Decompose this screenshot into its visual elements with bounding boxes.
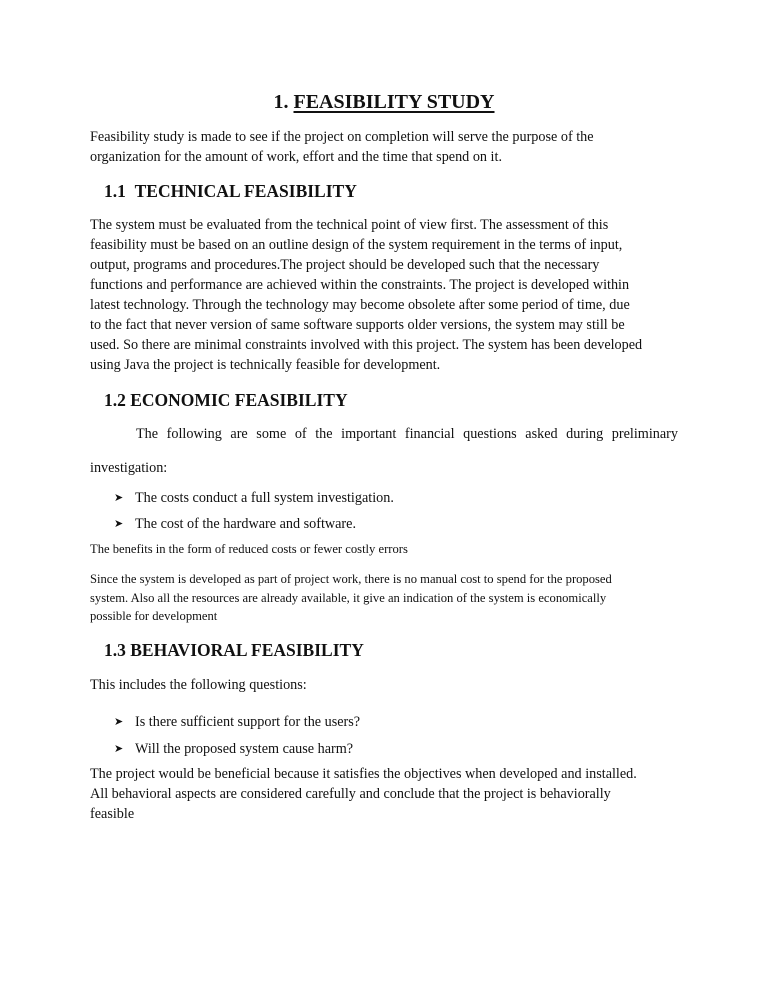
bullet-text: The cost of the hardware and software. [135,516,356,532]
behavioral-closing-paragraph [90,764,680,824]
bullet-text: Will the proposed system cause harm? [135,741,354,757]
bullet-text: Is there sufficient support for the users? [135,714,361,730]
intro-line: Feasibility study is made to see if the project on completion will serve the purpose of the [90,129,594,145]
technical-line: output, programs and procedures.The project should be developed such that the necessary [90,257,600,273]
arrowhead-bullet-icon: ➤ [114,517,124,530]
arrowhead-bullet-icon: ➤ [114,742,124,755]
technical-paragraph [90,215,680,375]
arrowhead-bullet-icon: ➤ [114,715,124,728]
economic-bullet-item [114,488,394,509]
technical-line: functions and performance are achieved within the constraints. The project is developed within [90,277,630,293]
title-number: 1. [273,91,294,113]
behavioral-bullet-item [114,712,360,733]
behavioral-intro: This includes the following questions: [90,677,307,693]
section-number: 1.1 [104,181,126,201]
section-heading-technical [104,180,357,202]
technical-line: latest technology. Through the technology may become obsolete after some period of time, due [90,297,630,313]
economic-closing-paragraph [90,570,680,626]
economic-closing-line: system. Also all the resources are already available, it give an indication of the system is economically [90,590,607,605]
economic-closing-line: Since the system is developed as part of project work, there is no manual cost to spend for the proposed [90,572,612,586]
bullet-text: The costs conduct a full system investigation. [135,490,394,506]
technical-line: The system must be evaluated from the technical point of view first. The assessment of this [90,217,609,233]
behavioral-closing-line: All behavioral aspects are considered carefully and conclude that the project is behaviorally [90,786,611,802]
economic-intro: The following are some of the important financial questions asked during preliminary investigation: [90,426,678,476]
technical-line: feasibility must be based on an outline design of the system requirement in the terms of input, [90,237,623,253]
technical-line: to the fact that never version of same software supports older versions, the system may still be [90,317,625,333]
page-title [0,89,768,115]
technical-line: used. So there are minimal constraints involved with this project. The system has been developed [90,337,643,353]
technical-line: using Java the project is technically feasible for development. [90,357,441,373]
section-heading-economic: 1.2 ECONOMIC FEASIBILITY [104,390,348,410]
section-title: TECHNICAL FEASIBILITY [134,181,357,201]
intro-paragraph [90,127,680,167]
title-text: FEASIBILITY STUDY [293,91,495,113]
behavioral-bullet-item [114,739,353,760]
benefits-line: The benefits in the form of reduced costs or fewer costly errors [90,542,408,556]
economic-bullet-item [114,514,356,535]
intro-line: organization for the amount of work, effort and the time that spend on it. [90,149,502,165]
section-heading-behavioral: 1.3 BEHAVIORAL FEASIBILITY [104,640,364,660]
economic-closing-line: possible for development [90,609,218,623]
arrowhead-bullet-icon: ➤ [114,491,124,504]
behavioral-closing-line: The project would be beneficial because it satisfies the objectives when developed and installed. [90,766,637,782]
behavioral-closing-line: feasible [90,806,135,822]
